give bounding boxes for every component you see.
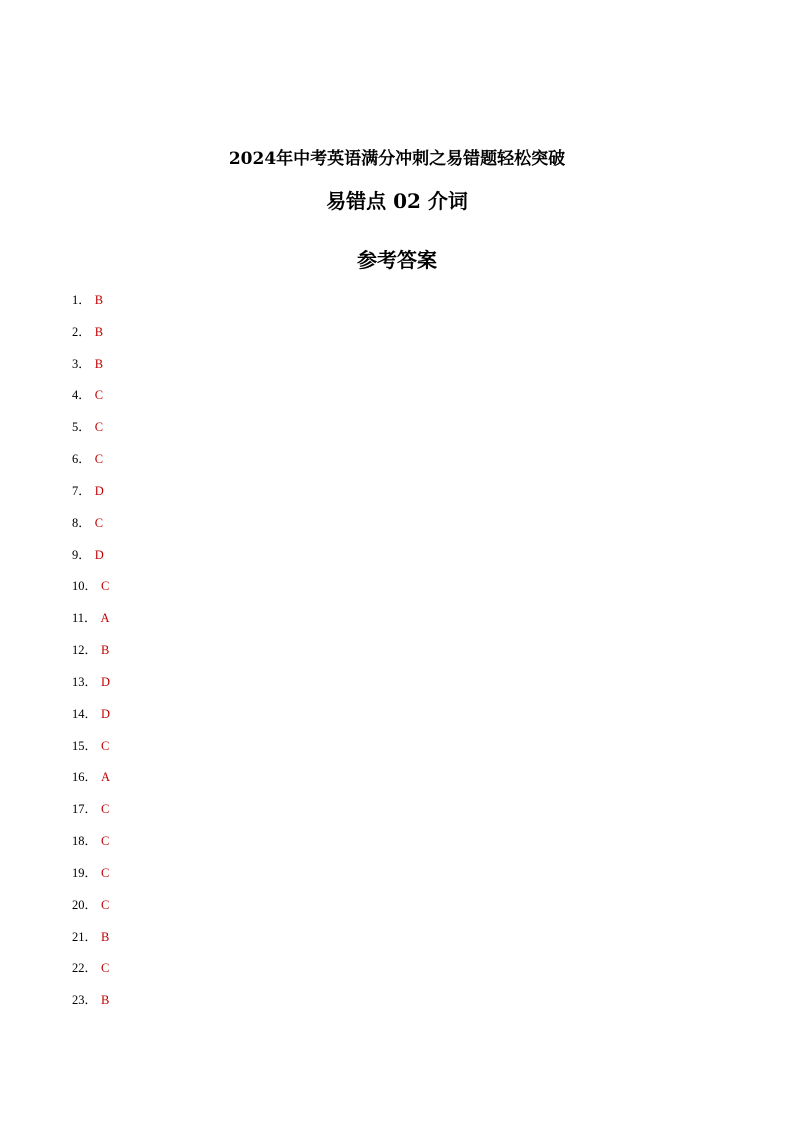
answer-item	[72, 385, 110, 417]
answer-item	[72, 990, 110, 1022]
answer-item	[72, 290, 110, 322]
answer-number: 1．	[72, 293, 91, 307]
answer-number: 11．	[72, 611, 97, 626]
answer-letter: C	[94, 420, 104, 435]
answer-letter: B	[94, 324, 104, 339]
answer-item	[72, 799, 110, 831]
answer-item	[72, 672, 110, 704]
answer-number: 4．	[72, 388, 91, 403]
answer-section-heading: 参考答案	[357, 248, 437, 272]
answer-item	[72, 704, 110, 736]
answer-number: 8．	[72, 515, 91, 530]
answer-letter: B	[101, 643, 110, 658]
answer-number: 15．	[72, 738, 98, 753]
answer-number: 14．	[72, 706, 98, 721]
answer-item	[72, 736, 110, 768]
answer-number: 9．	[72, 547, 91, 562]
document-subtitle: 易错点 02 介词	[326, 189, 468, 213]
answer-letter: C	[94, 515, 104, 530]
answer-letter: C	[101, 865, 110, 880]
answer-item	[72, 354, 110, 386]
answer-item	[72, 927, 110, 959]
answer-letter: D	[101, 674, 111, 689]
answer-item	[72, 417, 110, 449]
answer-item	[72, 449, 110, 481]
answer-number: 13．	[72, 674, 98, 689]
answer-number: 10．	[72, 579, 98, 594]
answer-number: 22．	[72, 961, 98, 976]
answer-number: 5．	[72, 420, 91, 435]
answer-item	[72, 958, 110, 990]
answer-item	[72, 608, 110, 640]
answer-number: 18．	[72, 834, 98, 849]
answer-number: 17．	[72, 802, 98, 817]
answer-item	[72, 322, 110, 354]
document-title: 2024年中考英语满分冲刺之易错题轻松突破	[228, 149, 566, 169]
answer-letter: A	[101, 770, 111, 785]
answer-letter: B	[94, 356, 104, 371]
answer-letter: C	[101, 961, 110, 976]
answer-number: 3．	[72, 356, 91, 371]
answer-number: 7．	[72, 483, 91, 498]
answer-item	[72, 895, 110, 927]
answer-number: 16．	[72, 770, 98, 785]
answer-letter: B	[94, 293, 104, 307]
answer-letter: C	[101, 579, 110, 594]
answer-item	[72, 831, 110, 863]
answer-item	[72, 767, 110, 799]
answer-letter: D	[94, 483, 104, 498]
answer-item	[72, 576, 110, 608]
answer-list	[72, 290, 110, 1022]
answer-letter: D	[101, 706, 111, 721]
answer-letter: C	[101, 738, 110, 753]
answer-letter: B	[101, 993, 110, 1008]
answer-number: 19．	[72, 865, 98, 880]
answer-item	[72, 640, 110, 672]
answer-letter: C	[94, 388, 104, 403]
answer-letter: B	[101, 929, 110, 944]
answer-item	[72, 863, 110, 895]
answer-item	[72, 481, 110, 513]
answer-letter: A	[100, 611, 110, 626]
answer-number: 20．	[72, 897, 98, 912]
answer-number: 23．	[72, 993, 98, 1008]
answer-number: 12．	[72, 643, 98, 658]
answer-letter: C	[94, 452, 104, 467]
answer-letter: C	[101, 897, 110, 912]
answer-number: 21．	[72, 929, 98, 944]
answer-number: 6．	[72, 452, 91, 467]
answer-letter: C	[101, 834, 110, 849]
answer-number: 2．	[72, 324, 91, 339]
answer-letter: C	[101, 802, 110, 817]
answer-item	[72, 513, 110, 545]
answer-letter: D	[94, 547, 104, 562]
answer-item	[72, 545, 110, 577]
